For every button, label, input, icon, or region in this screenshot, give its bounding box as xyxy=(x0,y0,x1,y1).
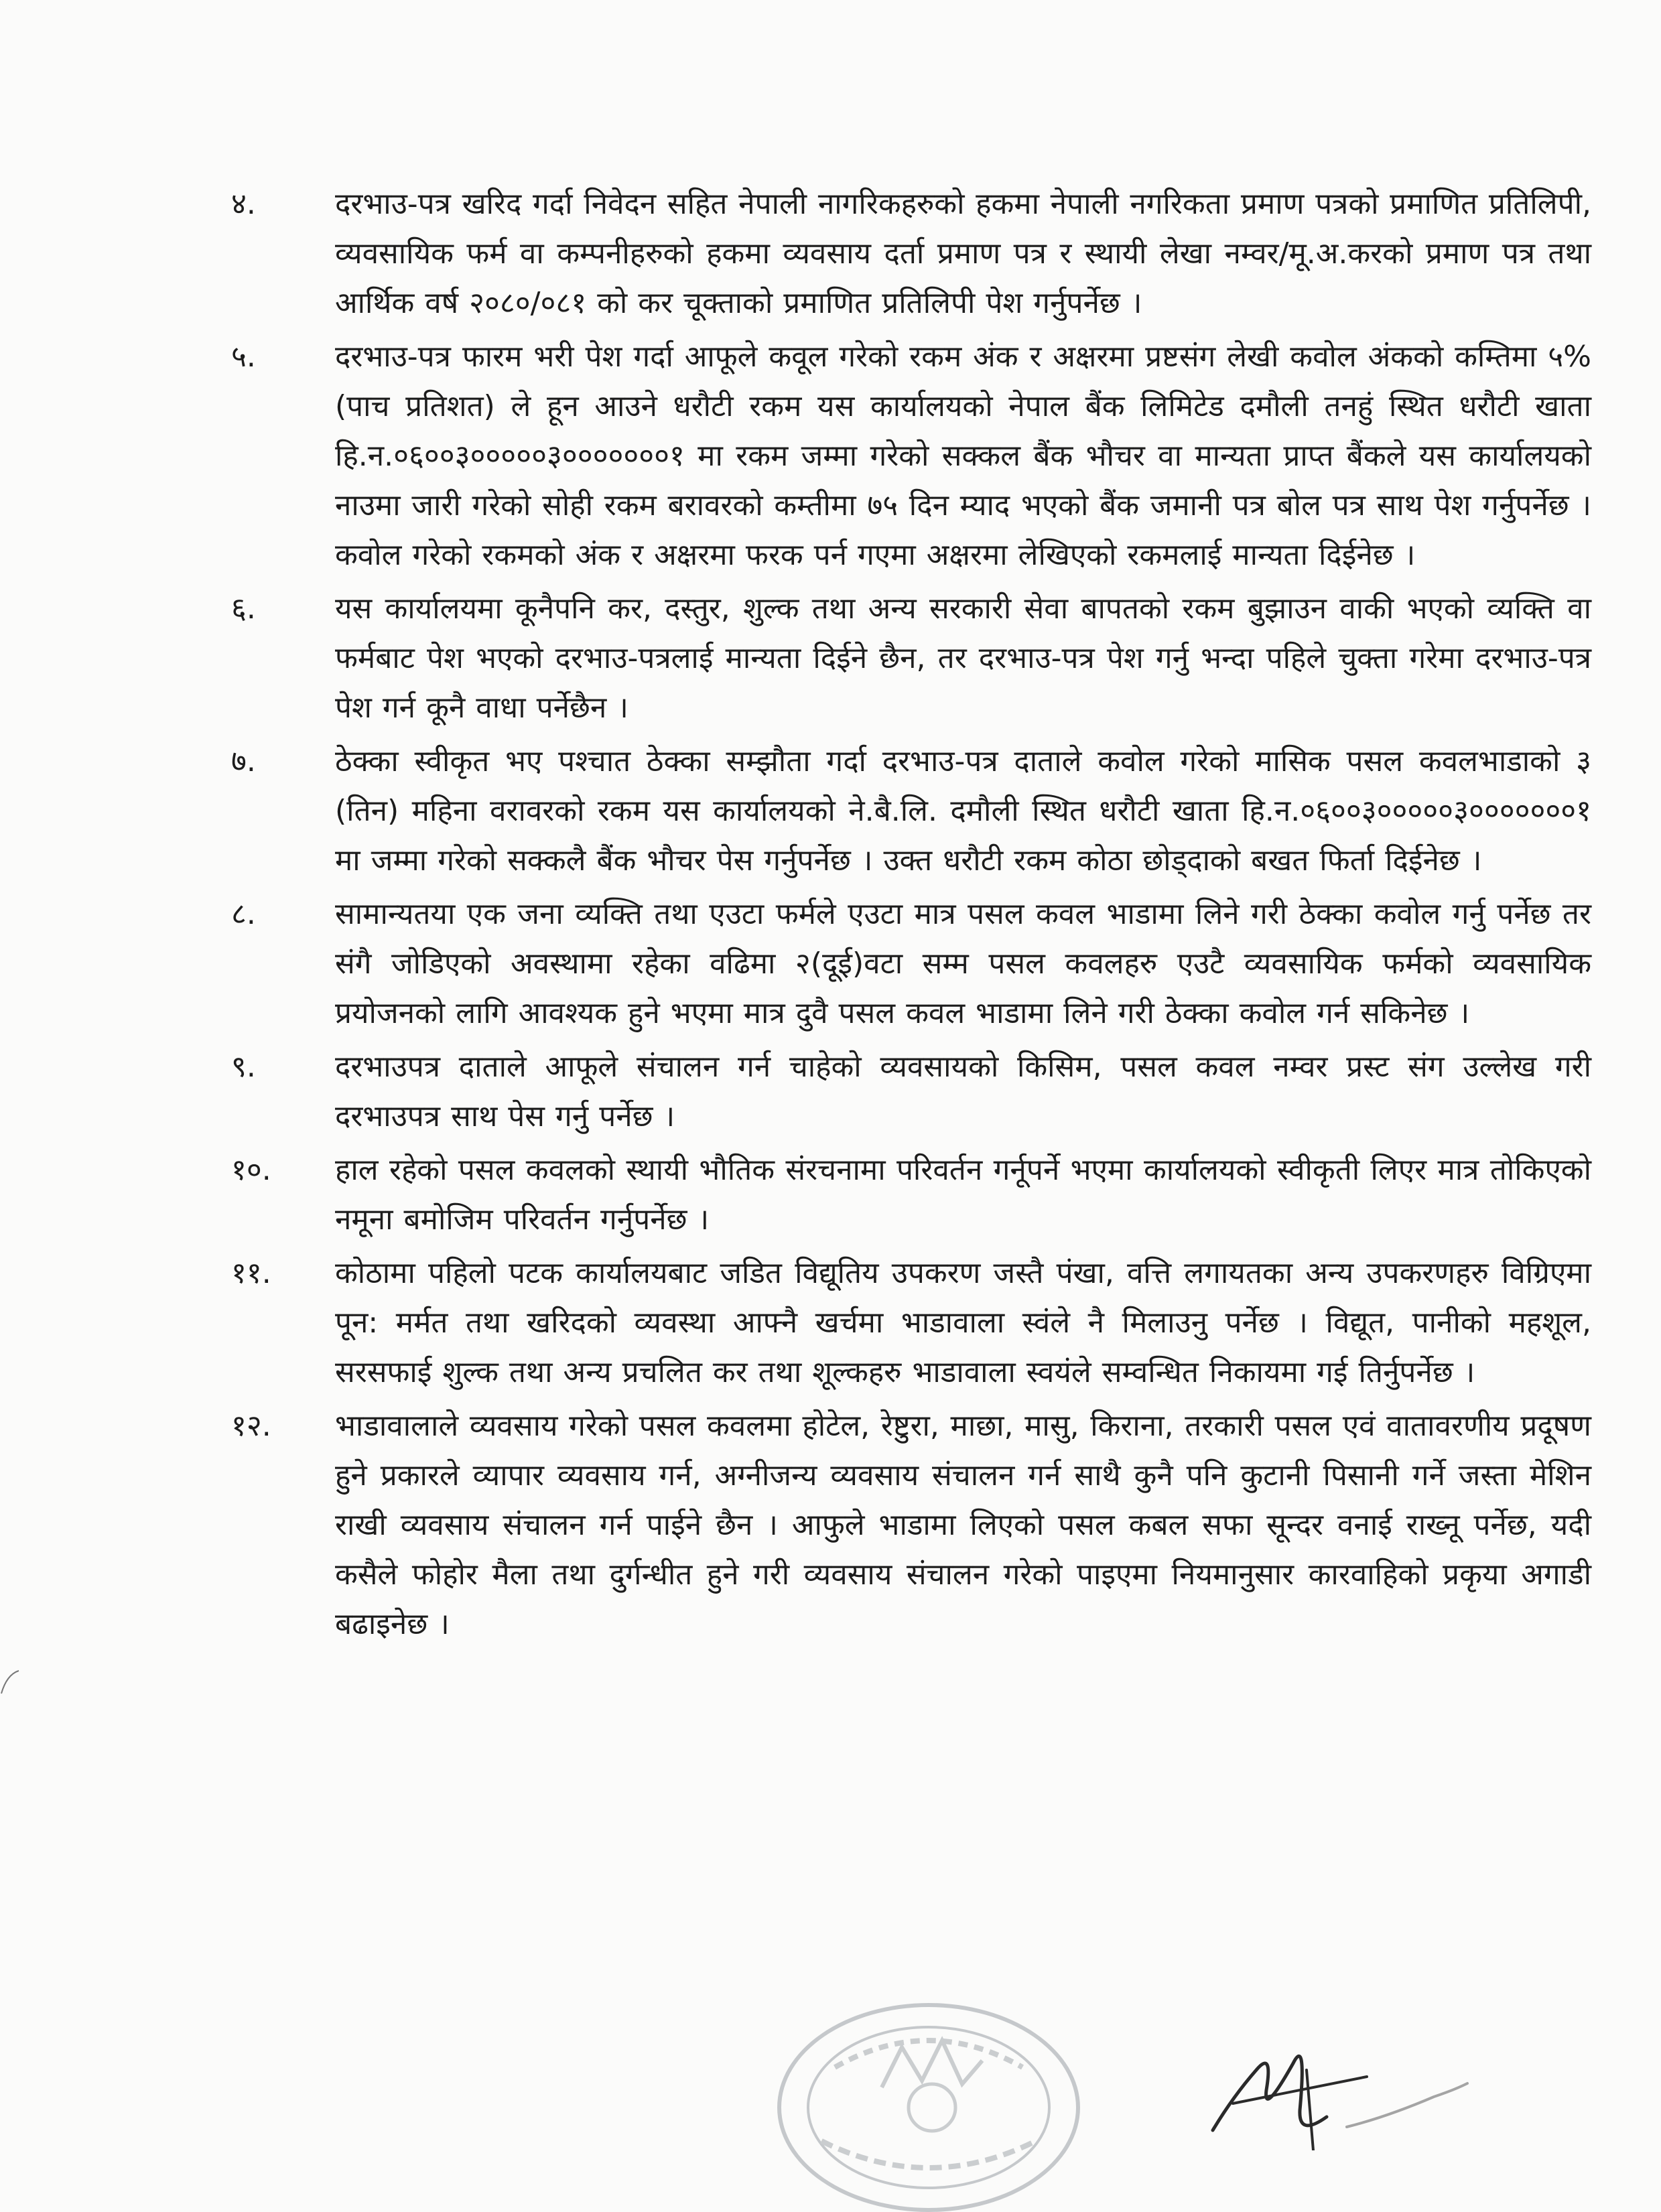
margin-mark-icon xyxy=(0,1668,20,1695)
clause-text: दरभाउपत्र दाताले आफूले संचालन गर्न चाहेको व्यवसायको किसिम, पसल कवल नम्वर प्रस्ट संग उल्लेख गरी दरभाउपत्र साथ पेस गर्नु पर्नेछ । xyxy=(335,1050,1591,1133)
clause-12 xyxy=(231,1401,1591,1649)
clause-number: ८. xyxy=(231,897,256,931)
clause-number: ४. xyxy=(231,187,256,221)
clause-number: ७. xyxy=(231,744,256,778)
clause-4 xyxy=(231,180,1591,328)
clause-number: ५. xyxy=(231,340,256,374)
clause-6 xyxy=(231,584,1591,733)
clause-number: १०. xyxy=(231,1153,271,1187)
clause-text: सामान्यतया एक जना व्यक्ति तथा एउटा फर्मले एउटा मात्र पसल कवल भाडामा लिने गरी ठेक्का कवोल गर्नु पर्नेछ तर संगै जोडिएको अवस्थामा रहेका वढिमा २(दूई)वटा सम्म पसल कवलहरु एउटै व्यवसायिक फर्मको व्यवसायिक प्रयोजनको लागि आवश्यक हुने भएमा मात्र दुवै पसल कवल भाडामा लिने गरी ठेक्का कवोल गर्न सकिनेछ । xyxy=(335,897,1591,1030)
clause-5 xyxy=(231,332,1591,580)
clause-list xyxy=(231,180,1591,1653)
clause-11 xyxy=(231,1249,1591,1397)
clause-number: ६. xyxy=(231,592,256,626)
clause-text: भाडावालाले व्यवसाय गरेको पसल कवलमा होटेल, रेष्टुरा, माछा, मासु, किराना, तरकारी पसल एवं वातावरणीय प्रदूषण हुने प्रकारले व्यापार व्यवसाय गर्न, अग्नीजन्य व्यवसाय संचालन गर्न साथै कुनै पनि कुटानी पिसानी गर्ने जस्ता मेशिन राखी व्यवसाय संचालन गर्न पाईने छैन । आफुले भाडामा लिएको पसल कबल सफा सून्दर वनाई राख्नू पर्नेछ, यदी कसैले फोहोर मैला तथा दुर्गन्धीत हुने गरी व्यवसाय संचालन गरेको पाइएमा नियमानुसार कारवाहिको प्रकृया अगाडी बढाइनेछ । xyxy=(335,1409,1591,1641)
clause-text: ठेक्का स्वीकृत भए पश्चात ठेक्का सम्झौता गर्दा दरभाउ-पत्र दाताले कवोल गरेको मासिक पसल कवलभाडाको ३ (तिन) महिना वरावरको रकम यस कार्यालयको ने.बै.लि. दमौली स्थित धरौटी खाता हि.न.०६००३०००००३०००००००१ मा जम्मा गरेको सक्कलै बैंक भौचर पेस गर्नुपर्नेछ । उक्त धरौटी रकम कोठा छोड्दाको बखत फिर्ता दिईनेछ । xyxy=(335,744,1591,878)
clause-8 xyxy=(231,890,1591,1038)
seal-emblem-icon xyxy=(781,2007,1076,2208)
clause-number: ९. xyxy=(231,1050,256,1084)
clause-7 xyxy=(231,737,1591,886)
clause-text: कोठामा पहिलो पटक कार्यालयबाट जडित विद्यूतिय उपकरण जस्तै पंखा, वत्ति लगायतका अन्य उपकरणहरु विग्रिएमा पून: मर्मत तथा खरिदको व्यवस्था आफ्नै खर्चमा भाडावाला स्वंले नै मिलाउनु पर्नेछ । विद्यूत, पानीको महशूल, सरसफाई शुल्क तथा अन्य प्रचलित कर तथा शूल्कहरु भाडावाला स्वयंले सम्वन्धित निकायमा गई तिर्नुपर्नेछ । xyxy=(335,1256,1591,1389)
clause-number: ११. xyxy=(231,1256,271,1290)
signature-icon xyxy=(1193,2016,1474,2150)
clause-text: दरभाउ-पत्र खरिद गर्दा निवेदन सहित नेपाली नागरिकहरुको हकमा नेपाली नगरिकता प्रमाण पत्रको प्रमाणित प्रतिलिपी, व्यवसायिक फर्म वा कम्पनीहरुको हकमा व्यवसाय दर्ता प्रमाण पत्र र स्थायी लेखा नम्वर/मू.अ.करको प्रमाण पत्र तथा आर्थिक वर्ष २०८०/०८१ को कर चूक्ताको प्रमाणित प्रतिलिपी पेश गर्नुपर्नेछ । xyxy=(335,187,1591,320)
clause-9 xyxy=(231,1042,1591,1142)
clause-text: यस कार्यालयमा कूनैपनि कर, दस्तुर, शुल्क तथा अन्य सरकारी सेवा बापतको रकम बुझाउन वाकी भएको व्यक्ति वा फर्मबाट पेश भएको दरभाउ-पत्रलाई मान्यता दिईने छैन, तर दरभाउ-पत्र पेश गर्नु भन्दा पहिले चुक्ता गरेमा दरभाउ-पत्र पेश गर्न कूनै वाधा पर्नेछैन । xyxy=(335,592,1591,725)
clause-text: दरभाउ-पत्र फारम भरी पेश गर्दा आफूले कवूल गरेको रकम अंक र अक्षरमा प्रष्टसंग लेखी कवोल अंकको कम्तिमा ५% (पाच प्रतिशत) ले हून आउने धरौटी रकम यस कार्यालयको नेपाल बैंक लिमिटेड दमौली तनहुं स्थित धरौटी खाता हि.न.०६००३०००००३०००००००१ मा रकम जम्मा गरेको सक्कल बैंक भौचर वा मान्यता प्राप्त बैंकले यस कार्यालयको नाउमा जारी गरेको सोही रकम बरावरको कम्तीमा ७५ दिन म्याद भएको बैंक जमानी पत्र बोल पत्र साथ पेश गर्नुपर्नेछ । कवोल गरेको रकमको अंक र अक्षरमा फरक पर्न गएमा अक्षरमा लेखिएको रकमलाई मान्यता दिईनेछ । xyxy=(335,340,1591,572)
clause-text: हाल रहेको पसल कवलको स्थायी भौतिक संरचनामा परिवर्तन गर्नूपर्ने भएमा कार्यालयको स्वीकृती लिएर मात्र तोकिएको नमूना बमोजिम परिवर्तन गर्नुपर्नेछ । xyxy=(335,1153,1591,1237)
clause-number: १२. xyxy=(231,1409,271,1443)
office-seal-stamp xyxy=(777,2003,1080,2212)
clause-10 xyxy=(231,1146,1591,1245)
